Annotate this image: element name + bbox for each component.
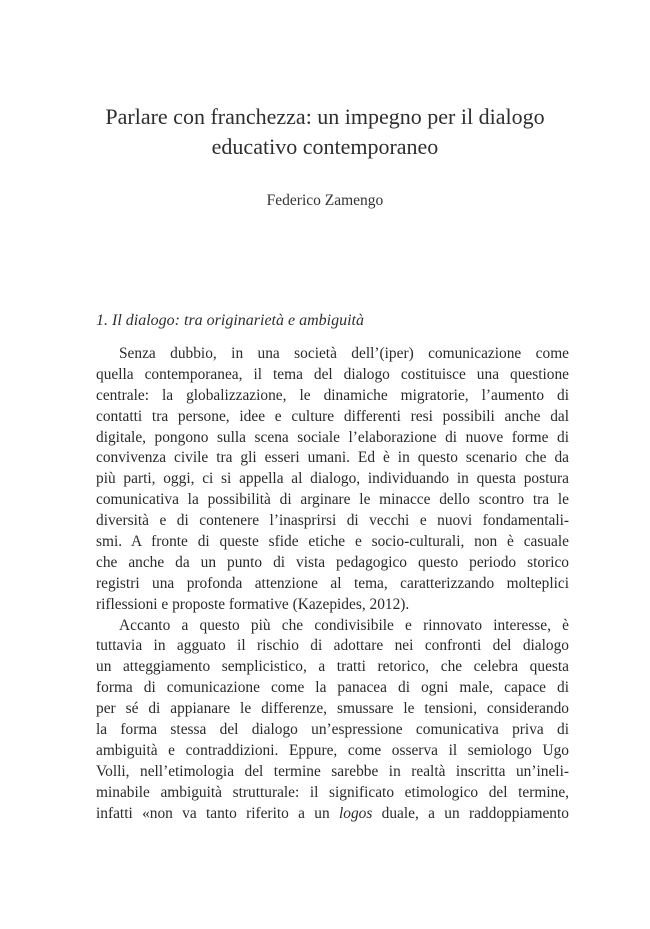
text-line: la forma stessa del dialogo un’espressione comunicativa priva di [96,721,569,739]
text-line: minabile ambiguità strutturale: il significato etimologico del termine, [96,783,569,801]
text-line: centrale: la globalizzazione, le dinamiche migratorie, l’aumento di [96,386,569,404]
title-line-2: educativo contemporaneo [211,134,439,159]
section-heading: 1. Il dialogo: tra originarietà e ambiguità [96,312,364,329]
text-line: forma di comunicazione come la panacea di ogni male, capace di [96,679,569,697]
text-line: che anche da un punto di vista pedagogico questo periodo storico [96,553,569,571]
text-line: Accanto a questo più che condivisibile e rinnovato interesse, è [119,616,569,634]
text-line: più parti, oggi, ci si appella al dialogo, individuando in questa postura [96,470,569,488]
text-line: registri una profonda attenzione al tema, caratterizzando molteplici [96,574,569,592]
text-line: comunicativa la possibilità di arginare le minacce dello scontro tra le [96,491,569,509]
text-line: quella contemporanea, il tema del dialogo costituisce una questione [96,365,569,383]
author-name: Federico Zamengo [266,192,384,209]
text-line: convivenza civile tra gli esseri umani. Ed è in questo scenario che da [96,449,569,467]
text-line-with-italic [96,804,569,825]
text-line: per sé di appianare le differenze, smussare le tensioni, considerando [96,700,569,718]
text-run: infatti «non va tanto riferito a un [96,804,339,822]
body-text [96,344,569,824]
text-line: un atteggiamento semplicistico, a tratti retorico, che celebra questa [96,658,569,676]
text-line: tuttavia in agguato il rischio di adottare nei confronti del dialogo [96,637,569,655]
text-line: riflessioni e proposte formative (Kazepides, 2012). [96,595,410,613]
text-line: digitale, pongono sulla scena sociale l’elaborazione di nuove forme di [96,428,569,446]
text-line: ambiguità e contraddizioni. Eppure, come osserva il semiologo Ugo [96,741,569,759]
text-line: Volli, nell’etimologia del termine sarebbe in realtà inscritta un’ineli- [96,762,569,780]
text-line: smi. A fronte di queste sfide etiche e socio-culturali, non è casuale [96,533,569,551]
italic-term: logos [338,804,373,822]
text-line: diversità e di contenere l’inasprirsi di vecchi e nuovi fondamentali- [96,512,569,530]
text-line: contatti tra persone, idee e culture differenti resi possibili anche dal [96,407,569,425]
text-run: duale, a un raddoppiamento [372,804,569,822]
text-line: Senza dubbio, in una società dell’(iper) comunicazione come [119,345,569,362]
paper-title [60,102,590,162]
title-line-1: Parlare con franchezza: un impegno per il dialogo [105,104,545,129]
